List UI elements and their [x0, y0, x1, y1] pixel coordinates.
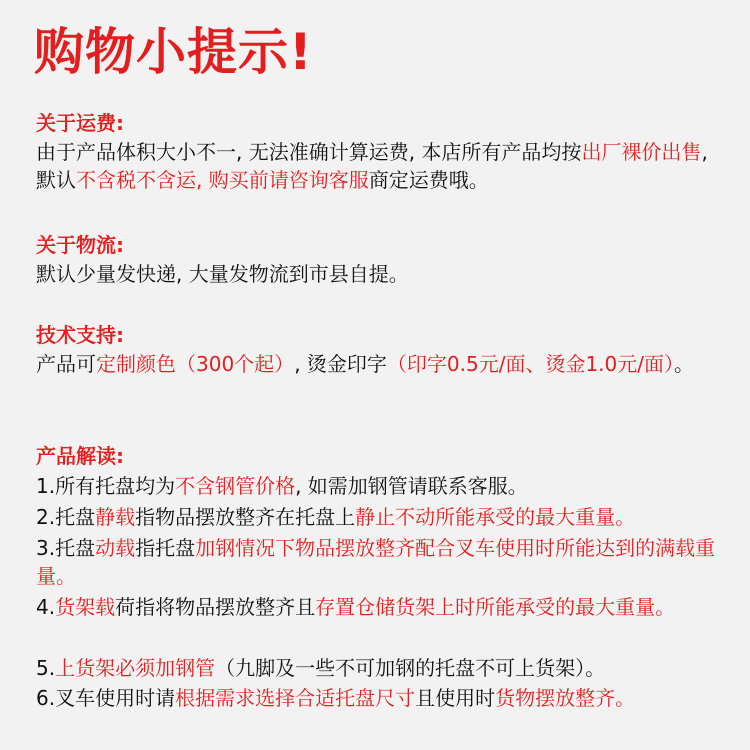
- body-text: 。: [674, 352, 694, 376]
- highlight-text: 存置仓储货架上时所能承受的最大重量。: [315, 595, 676, 619]
- body-text: , 默认: [36, 140, 708, 192]
- body-text: 4.: [36, 595, 56, 619]
- body-text: 6.叉车使用时请: [36, 686, 176, 710]
- tech-heading: 技术支持:: [36, 323, 124, 347]
- body-text: 默认少量发快递, 大量发物流到市县自提。: [36, 262, 409, 286]
- highlight-text: 货架载: [55, 595, 116, 619]
- highlight-text: 加钢情况下物品摆放整齐配合叉车使用时所能达到的满载重量。: [36, 536, 716, 588]
- highlight-text: 货物摆放整齐。: [495, 686, 636, 710]
- body-text: 商定运费哦。: [368, 168, 489, 192]
- logistics-heading: 关于物流:: [36, 233, 124, 257]
- page-title: 购物小提示!: [34, 23, 313, 81]
- highlight-text: （印字0.5元/面、烫金1.0元/面）: [386, 352, 674, 376]
- body-text: 且使用时: [415, 686, 496, 710]
- explain-item-4: [36, 593, 726, 621]
- highlight-text: 根据需求选择合适托盘尺寸: [175, 686, 416, 710]
- highlight-text: 静载: [95, 505, 136, 529]
- highlight-text: 动载: [95, 536, 136, 560]
- body-text: , 烫金印字: [294, 352, 387, 376]
- shipping-heading: 关于运费:: [36, 111, 124, 135]
- body-text: 3.托盘: [36, 536, 96, 560]
- tech-text: [36, 350, 726, 378]
- explain-item-6: [36, 684, 726, 712]
- logistics-text: [36, 260, 726, 288]
- body-text: 指物品摆放整齐在托盘上: [135, 505, 356, 529]
- highlight-text: 定制颜色（300个起）: [96, 352, 295, 376]
- body-text: 1.所有托盘均为: [36, 474, 176, 498]
- explain-item-5: [36, 654, 726, 682]
- explain-item-3: [36, 534, 726, 590]
- body-text: , 如需加钢管请联系客服。: [295, 474, 528, 498]
- body-text: 荷指将物品摆放整齐且: [115, 595, 316, 619]
- explain-item-1: [36, 472, 726, 500]
- body-text: 2.托盘: [36, 505, 96, 529]
- highlight-text: 静止不动所能承受的最大重量。: [355, 505, 636, 529]
- highlight-text: 出厂裸价出售: [581, 140, 702, 164]
- body-text: 由于产品体积大小不一, 无法准确计算运费, 本店所有产品均按: [36, 140, 582, 164]
- highlight-text: 不含钢管价格: [175, 474, 296, 498]
- highlight-text: 上货架必须加钢管: [55, 656, 216, 680]
- explain-item-2: [36, 503, 726, 531]
- body-text: （九脚及一些不可加钢的托盘不可上货架）。: [215, 656, 606, 680]
- explain-heading: 产品解读:: [36, 444, 124, 468]
- shipping-text: [36, 138, 726, 194]
- body-text: 5.: [36, 656, 56, 680]
- body-text: 产品可: [36, 352, 96, 376]
- highlight-text: 不含税不含运, 购买前请咨询客服: [76, 168, 369, 192]
- body-text: 指托盘: [135, 536, 196, 560]
